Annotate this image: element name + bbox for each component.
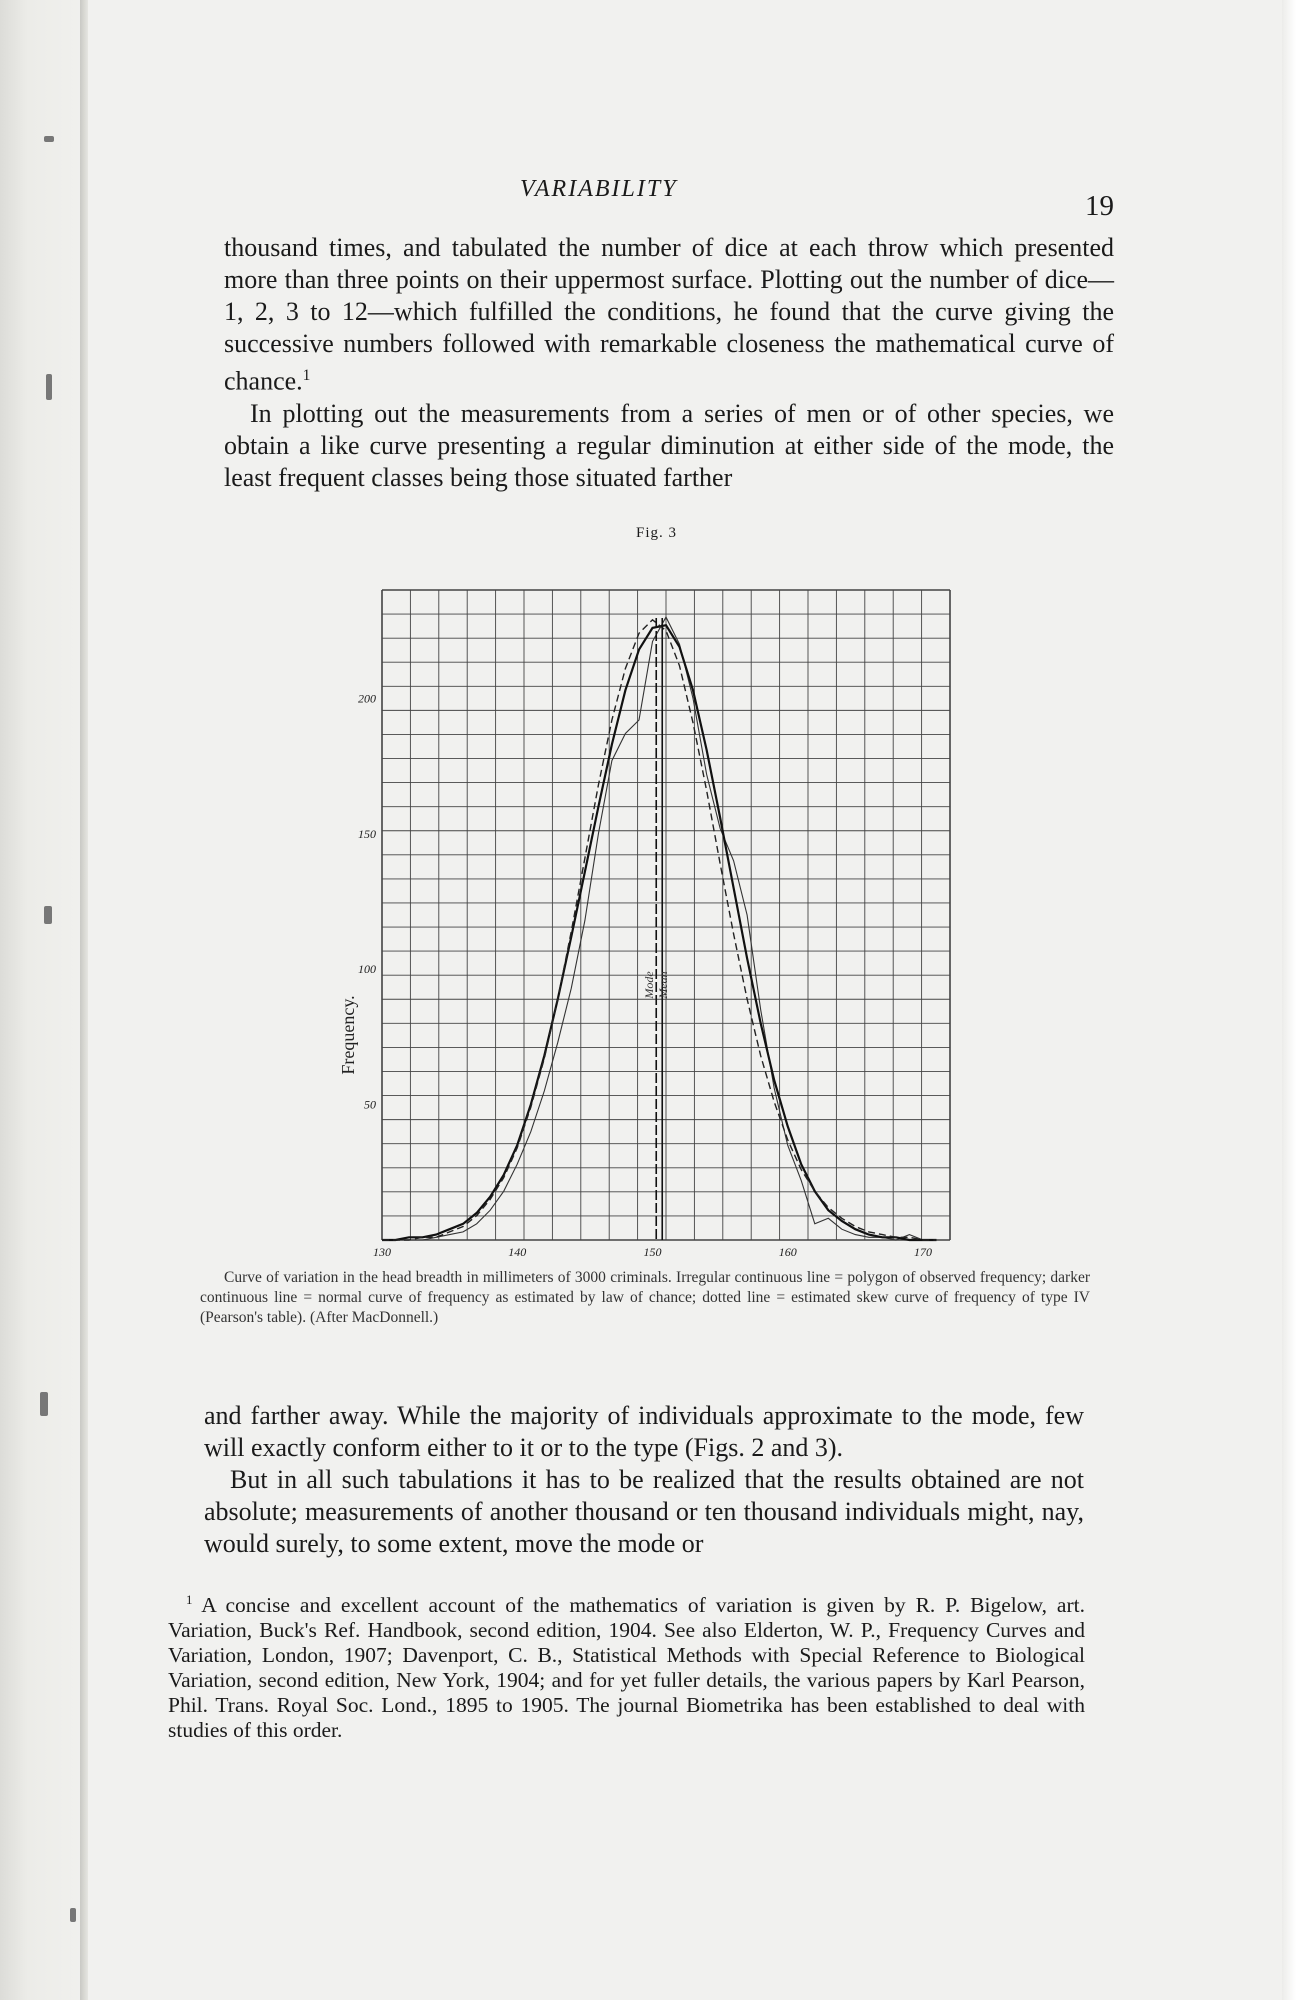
scan-speck	[40, 1392, 48, 1416]
scan-speck	[44, 906, 52, 924]
series-bold-smooth	[382, 625, 937, 1240]
x-tick-label: 130	[373, 1245, 391, 1259]
scan-speck	[70, 1908, 76, 1922]
y-tick-label: 150	[358, 826, 376, 841]
y-axis-label: Frequency.	[338, 995, 358, 1075]
series-dashed	[382, 620, 937, 1240]
x-tick-label: 160	[778, 1245, 797, 1259]
figure-caption: Curve of variation in the head breadth in millimeters of 3000 criminals. Irregular continuous line = polygon of observed frequency; darker continuous line = normal curve of frequency as estimated by law of chance; dotted line = estimated skew curve of frequency of type IV (Pearson's table). (After MacDonnell.)	[200, 1269, 1090, 1326]
footnote	[168, 1588, 1085, 1743]
paragraph-text: In plotting out the measurements from a series of men or of other species, we obtain a like curve presenting a regular diminution at either side of the mode, the least frequent classes being those situated farther	[224, 399, 1114, 492]
page-edge	[1282, 0, 1296, 2000]
paragraph-text: But in all such tabulations it has to be realized that the results obtained are not absolute; measurements of another thousand or ten thousand individuals might, nay, would surely, to some extent, move the mode or	[204, 1465, 1084, 1558]
x-tick-label: 150	[643, 1245, 662, 1259]
x-tick-label: 170	[913, 1245, 932, 1259]
running-head: VARIABILITY	[520, 176, 678, 202]
y-tick-label: 200	[358, 691, 376, 706]
body-paragraph	[224, 232, 1114, 398]
footnote-reference: 1	[302, 367, 311, 384]
body-paragraph	[224, 398, 1114, 494]
chart-axis-label	[338, 995, 358, 1074]
mode-mean-annotation: Mode	[642, 971, 657, 999]
y-tick-label: 50	[364, 1097, 376, 1112]
mode-mean-annotation: Mean	[656, 971, 671, 999]
body-paragraph	[204, 1464, 1084, 1560]
y-tick-label: 100	[358, 962, 376, 977]
footnote-text: A concise and excellent account of the mathematics of variation is given by R. P. Bigelow, art. Variation, Buck's Ref. Handbook, second edition, 1904. See also Elderton, W. P., Frequency Curves and Variation, London, 1907; Davenport, C. B., Statistical Methods with Special Reference to Biological Variation, second edition, New York, 1904; and for yet fuller details, the various papers by Karl Pearson, Phil. Trans. Royal Soc. Lond., 1895 to 1905. The journal Biometrika has been established to deal with studies of this order.	[168, 1593, 1085, 1743]
figure-label: Fig. 3	[636, 525, 678, 541]
footnote-marker: 1	[186, 1593, 193, 1607]
chart-grid	[382, 590, 950, 1240]
paragraph-text: and farther away. While the majority of individuals approximate to the mode, few will exactly conform either to it or to the type (Figs. 2 and 3).	[204, 1401, 1084, 1462]
binding-edge	[80, 0, 88, 2000]
page-gutter	[0, 0, 92, 2000]
page-number: 19	[1085, 190, 1114, 222]
x-tick-label: 140	[508, 1245, 527, 1259]
body-paragraph	[204, 1400, 1084, 1464]
scan-speck	[44, 136, 54, 142]
paragraph-text: thousand times, and tabulated the number of dice at each throw which presented more than three points on their uppermost surface. Plotting out the number of dice—1, 2, 3 to 12—which fulfilled the conditions, he found that the curve giving the successive numbers followed with remarkable closeness the mathematical curve of chance.	[224, 233, 1114, 396]
frequency-chart	[330, 570, 970, 1260]
scan-speck	[46, 374, 52, 400]
